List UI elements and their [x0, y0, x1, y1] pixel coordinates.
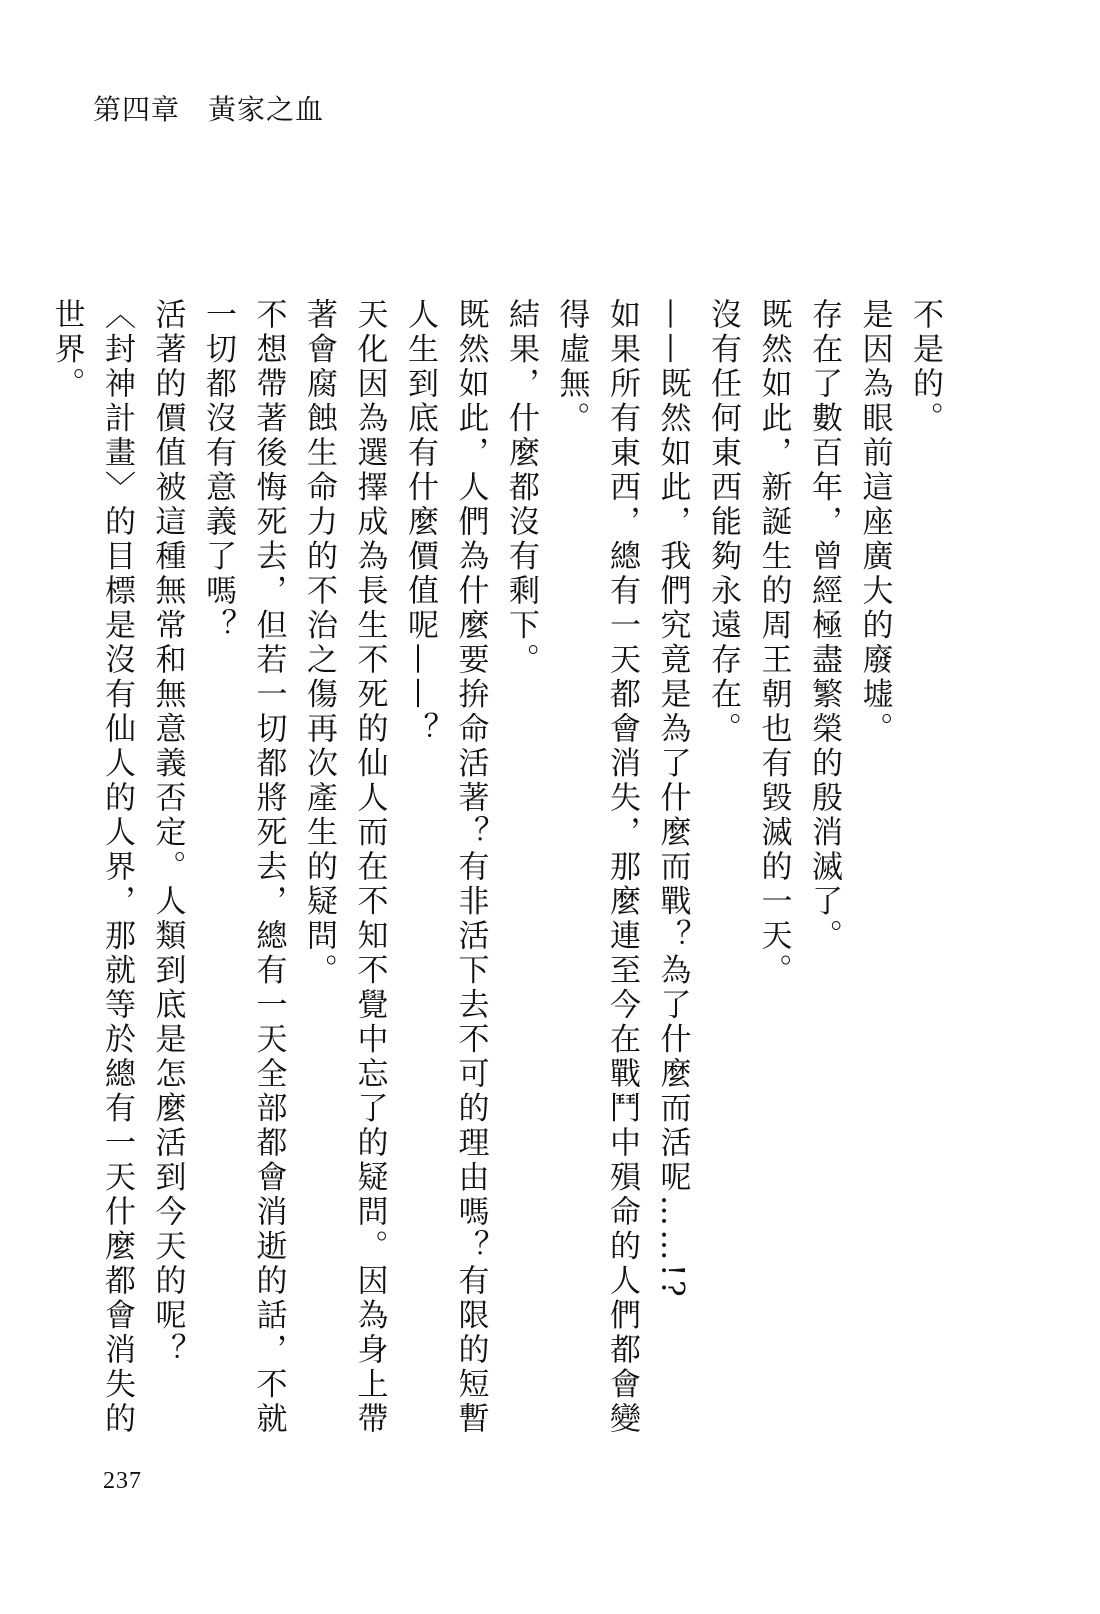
- paragraph: 〈封神計畫〉的目標是沒有仙人的人界，那就等於總有一天什麼都會消失的世界。: [48, 298, 135, 1437]
- chapter-number: 第四章: [93, 93, 181, 126]
- paragraph: 存在了數百年，曾經極盡繁榮的殷消滅了。: [806, 298, 842, 954]
- body-text: [48, 298, 950, 1438]
- paragraph: 既然如此，人們為什麼要拚命活著？有非活下去不可的理由嗎？有限的短暫人生到底有什麼價值呢——？: [402, 298, 489, 1437]
- paragraph: 是因為眼前這座廣大的廢墟。: [856, 298, 893, 747]
- paragraph: 不想帶著後悔死去，但若一切都將死去，總有一天全部都會消逝的話，不就一切都沒有意義了嗎？: [200, 298, 287, 1437]
- paragraph: ——既然如此，我們究竟是為了什麼而戰？為了什麼而活呢……!?: [654, 298, 691, 1301]
- paragraph: 活著的價值被這種無常和無意義否定。人類到底是怎麼活到今天的呢？: [149, 298, 186, 1368]
- chapter-title: 黃家之血: [208, 93, 325, 126]
- paragraph: 沒有任何東西能夠永遠存在。: [705, 298, 741, 747]
- paragraph: 結果，什麼都沒有剩下。: [503, 298, 539, 678]
- paragraph: 天化因為選擇成為長生不死的仙人而在不知不覺中忘了的疑問。因為身上帶著會腐蝕生命力的不治之傷再次產生的疑問。: [301, 298, 388, 1437]
- running-head: [93, 88, 324, 128]
- page-number: 237: [103, 1468, 142, 1494]
- paragraph: 如果所有東西，總有一天都會消失，那麼連至今在戰鬥中殞命的人們都會變得虛無。: [553, 298, 640, 1437]
- paragraph: 既然如此，新誕生的周王朝也有毀滅的一天。: [755, 298, 792, 988]
- paragraph: 不是的。: [907, 298, 943, 436]
